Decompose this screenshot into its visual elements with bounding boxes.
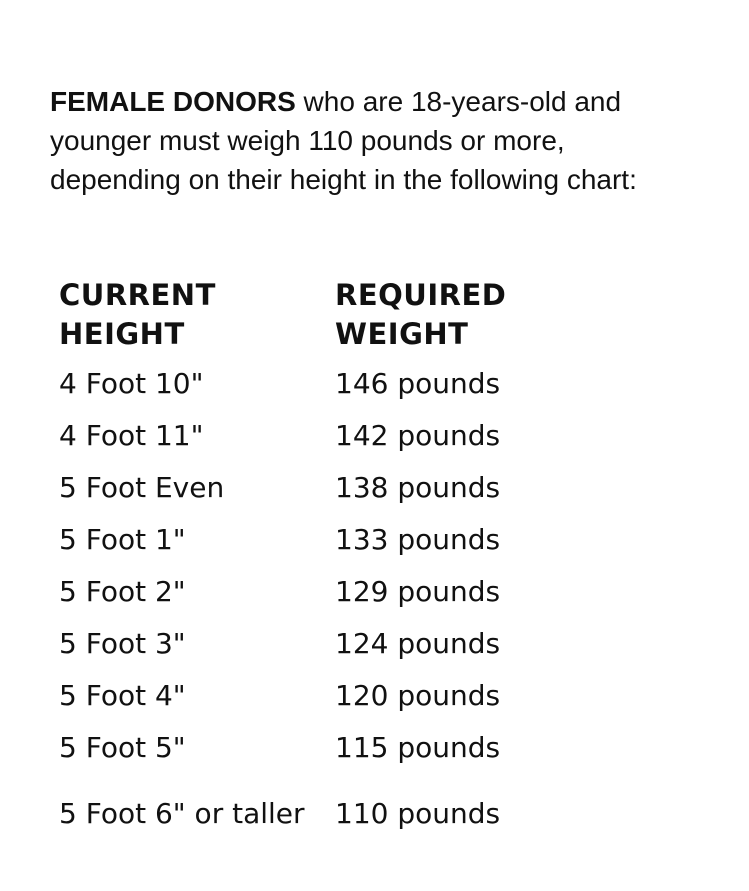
height-weight-table — [59, 276, 635, 854]
table-row — [59, 462, 635, 514]
weight-cell: 133 pounds — [335, 523, 501, 556]
weight-cell: 110 pounds — [335, 797, 501, 830]
intro-lead: FEMALE DONORS — [50, 86, 296, 117]
height-cell: 5 Foot 5" — [59, 731, 186, 764]
current-height-header: CURRENT HEIGHT — [59, 278, 216, 351]
weight-cell: 129 pounds — [335, 575, 501, 608]
table-row — [59, 774, 635, 854]
weight-cell: 138 pounds — [335, 471, 501, 504]
height-cell: 4 Foot 11" — [59, 419, 204, 452]
height-cell: 5 Foot 6" or taller — [59, 797, 305, 830]
weight-cell: 146 pounds — [335, 367, 501, 400]
table-row — [59, 514, 635, 566]
table-row — [59, 722, 635, 774]
weight-cell: 124 pounds — [335, 627, 501, 660]
weight-cell: 115 pounds — [335, 731, 501, 764]
height-cell: 5 Foot 2" — [59, 575, 186, 608]
height-cell: 5 Foot 1" — [59, 523, 186, 556]
required-weight-header: REQUIRED WEIGHT — [335, 278, 507, 351]
intro-paragraph — [50, 82, 690, 199]
height-cell: 5 Foot 3" — [59, 627, 186, 660]
height-cell: 5 Foot Even — [59, 471, 225, 504]
table-row — [59, 410, 635, 462]
table-row — [59, 566, 635, 618]
table-header-row — [59, 276, 635, 358]
height-cell: 4 Foot 10" — [59, 367, 204, 400]
weight-cell: 120 pounds — [335, 679, 501, 712]
height-cell: 5 Foot 4" — [59, 679, 186, 712]
intro-text: who are 18-years-old and younger must weigh 110 pounds or more, depending on their height in the following chart: — [50, 86, 637, 195]
table-row — [59, 358, 635, 410]
table-row — [59, 618, 635, 670]
weight-cell: 142 pounds — [335, 419, 501, 452]
table-row — [59, 670, 635, 722]
